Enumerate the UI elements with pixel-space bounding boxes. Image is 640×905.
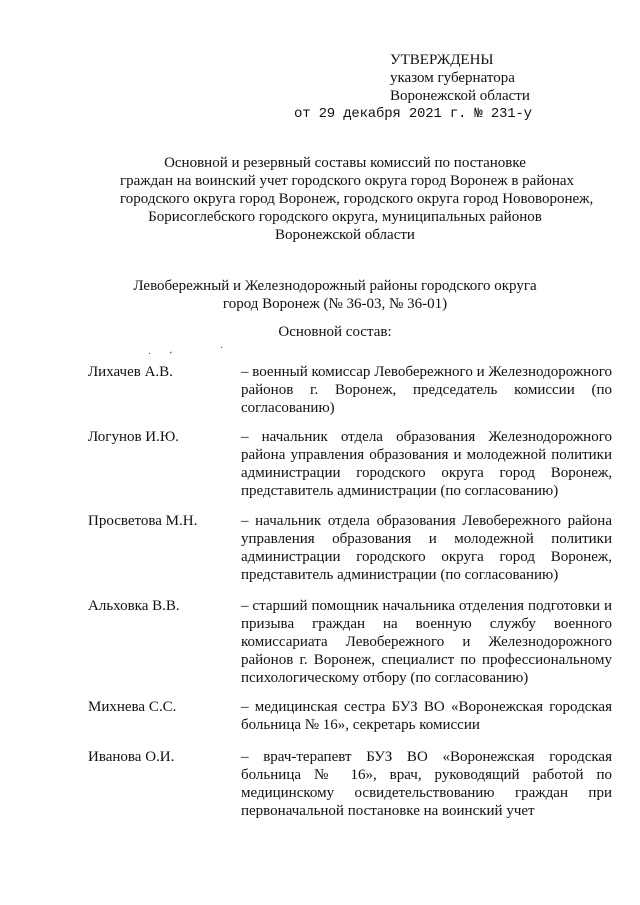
member-role: – медицинская сестра БУЗ ВО «Воронежская городская больница № 16», секретарь комиссии	[241, 699, 612, 733]
member-row	[88, 698, 612, 734]
subtitle-line-2: город Воронеж (№ 36-03, № 36-01)	[222, 296, 448, 312]
title-line-4: Борисоглебского городского округа, муниципальных районов	[148, 209, 542, 225]
approval-region: Воронежской области	[390, 88, 530, 104]
section-heading: Основной состав:	[278, 324, 392, 340]
member-role: – врач-терапевт БУЗ ВО «Воронежская городская больница № 16», врач, руководящий работой по медицинскому освидетельствованию граждан при первоначальной постановке на воинский учет	[241, 749, 612, 819]
title-line-2: граждан на воинский учет городского округа город Воронеж в районах	[120, 173, 575, 189]
approval-stamp	[294, 51, 532, 123]
member-role: – военный комиссар Левобережного и Железнодорожного районов г. Воронеж, председатель комиссии (по согласованию)	[241, 364, 612, 416]
title-line-1: Основной и резервный составы комиссий по постановке	[164, 155, 526, 171]
member-name: Михнева С.С.	[88, 699, 177, 715]
member-name: Логунов И.Ю.	[88, 429, 180, 445]
member-row	[88, 428, 612, 500]
member-row	[88, 748, 612, 820]
member-name: Лихачев А.В.	[88, 364, 173, 380]
member-row	[88, 363, 612, 417]
member-role: – начальник отдела образования Левобережного района управления образования и молодежной политики администрации городского округа город Воронеж, представитель администрации (по согласованию)	[241, 513, 612, 583]
member-name: Иванова О.И.	[88, 749, 175, 765]
title-line-3: городского округа город Воронеж, городского округа город Нововоронеж,	[120, 191, 594, 207]
member-role: – начальник отдела образования Железнодорожного района управления образования и молодежной политики администрации городского округа город Воронеж, представитель администрации (по согласованию)	[241, 429, 612, 499]
member-name: Альховка В.В.	[88, 598, 180, 614]
member-row	[88, 597, 612, 687]
subtitle-line-1: Левобережный и Железнодорожный районы городского округа	[133, 278, 537, 294]
member-row	[88, 512, 612, 584]
title-line-5: Воронежской области	[275, 227, 415, 243]
district-subtitle	[110, 277, 560, 313]
approval-heading: УТВЕРЖДЕНЫ	[390, 52, 494, 68]
scan-marks: · ⸼ ·	[148, 343, 224, 360]
document-title	[120, 154, 594, 244]
approval-date: от 29 декабря 2021 г. № 231-у	[294, 106, 532, 122]
approval-decree: указом губернатора	[390, 70, 515, 86]
member-name: Просветова М.Н.	[88, 513, 198, 529]
member-role: – старший помощник начальника отделения подготовки и призыва граждан на военную службу военного комиссариата Левобережного и Железнодорожного районов г. Воронеж, специалист по профессиональному психологическому отбору (по согласованию)	[241, 598, 612, 686]
